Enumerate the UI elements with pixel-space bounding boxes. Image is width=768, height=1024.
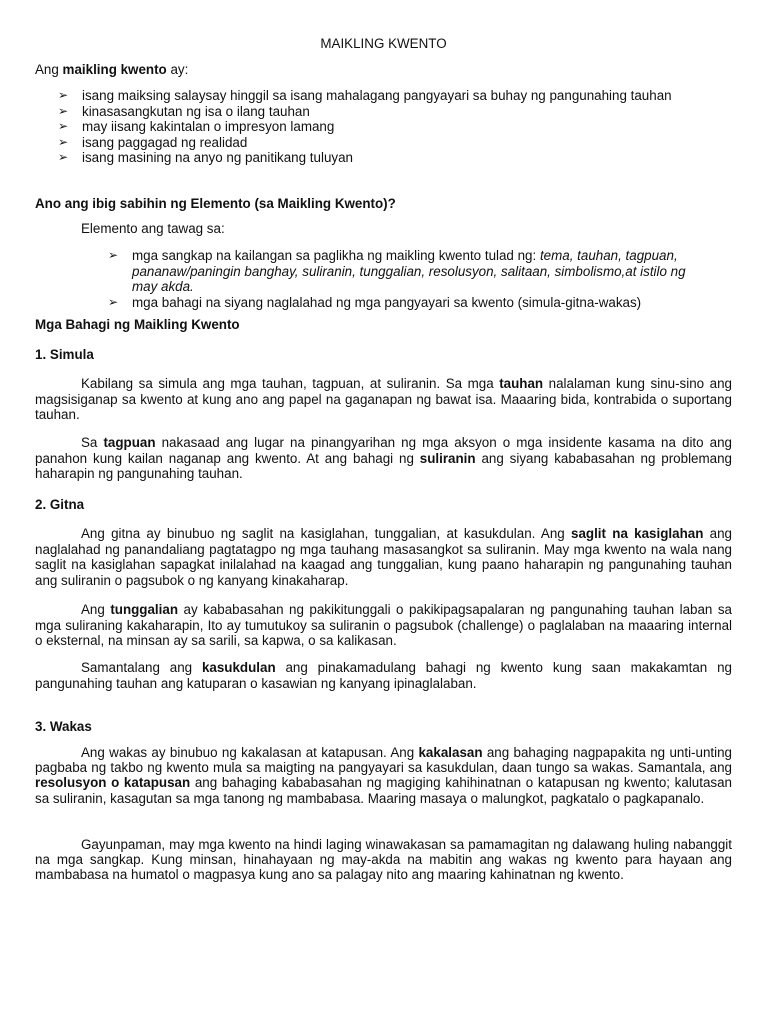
simula-paragraph-2 bbox=[35, 435, 732, 482]
elemento-bullet-list bbox=[108, 248, 708, 310]
list-item: ➢ isang masining na anyo ng panitikang tuluyan bbox=[58, 150, 718, 166]
text-run: ang pinakamadulang bahagi ng kwento kung saan makakamtan ng pangunahing tauhan ang katuparan o kasawian ng kanyang ipinaglalaban. bbox=[35, 660, 732, 691]
gitna-heading-text: 2. Gitna bbox=[35, 497, 85, 512]
text-run: ay kababasahan ng pakikitunggali o pakikipagsapalaran ng pangunahing tauhan laban sa mga suliraning kakaharapin, Ito ay tumutukoy sa suliranin o pagsubok (challenge) o paglalaban na maaaring internal o eksternal, na minsan ay sa sarili, sa kapwa, o sa kalikasan. bbox=[35, 602, 732, 648]
list-item: ➢ kinasasangkutan ng isa o ilang tauhan bbox=[58, 104, 718, 120]
list-item: ➢ isang paggagad ng realidad bbox=[58, 135, 718, 151]
elemento-lead: Elemento ang tawag sa: bbox=[81, 221, 225, 236]
term-kasukdulan: kasukdulan bbox=[201, 660, 276, 675]
text-run: Samantalang ang bbox=[81, 660, 202, 675]
text-run: nalalaman kung sinu-sino ang magsisiganap sa kwento at kung ano ang papel na gaganapan ng bawat isa. Maaaring bida, kontrabida o suportang tauhan. bbox=[35, 376, 732, 422]
wakas-paragraph-1 bbox=[35, 745, 732, 806]
list-item bbox=[108, 248, 708, 295]
page-title: MAIKLING KWENTO bbox=[320, 36, 447, 51]
text-run: ang naglalahad ng panandaliang pagtatagpo ng mga tauhang masasangkot sa suliranin. May mga kwento na wala nang saglit na kasiglahan sapagkat inilalahad na kaagad ang tunggalian, kung paano haharapin ng pangunahing tauhan ang suliranin o pagsubok o ng kanyang kinakaharap. bbox=[35, 526, 733, 588]
term-tauhan: tauhan bbox=[499, 376, 544, 391]
elemento-heading-text: Ano ang ibig sabihin ng Elemento (sa Maikling Kwento)? bbox=[35, 196, 396, 211]
term-saglit-na-kasiglahan: saglit na kasiglahan bbox=[571, 526, 704, 541]
wakas-heading bbox=[35, 719, 732, 735]
intro-term: maikling kwento bbox=[62, 62, 167, 77]
term-resolusyon: resolusyon o katapusan bbox=[35, 775, 191, 791]
intro-line bbox=[35, 62, 732, 78]
gitna-paragraph-2 bbox=[35, 602, 732, 649]
list-item: ➢ mga bahagi na siyang naglalahad ng mga pangyayari sa kwento (simula-gitna-wakas) bbox=[108, 295, 708, 311]
term-kakalasan: kakalasan bbox=[418, 745, 483, 760]
list-item: ➢ may iisang kakintalan o impresyon lamang bbox=[58, 119, 718, 135]
gitna-heading bbox=[35, 497, 732, 513]
bahagi-heading bbox=[35, 317, 732, 333]
wakas-paragraph-2: Gayunpaman, may mga kwento na hindi laging winawakasan sa pamamagitan ng dalawang huling nabanggit na mga sangkap. Kung minsan, hinahayaan ng may-akda na mabitin ang wakas ng kwento para hayaan ang mambabasa na humatol o magpasya kung ano sa palagay nito ang maaring kahinatnan ng kwento. bbox=[35, 837, 732, 883]
elemento-heading bbox=[35, 196, 732, 212]
simula-paragraph-1 bbox=[35, 376, 732, 423]
list-item: ➢ isang maiksing salaysay hinggil sa isang mahalagang pangyayari sa buhay ng pangunahing tauhan bbox=[58, 88, 718, 104]
wakas-heading-text: 3. Wakas bbox=[35, 719, 92, 734]
gitna-paragraph-1 bbox=[35, 526, 732, 588]
elemento-bullet-1-text: mga sangkap na kailangan sa paglikha ng maikling kwento tulad ng: bbox=[132, 248, 540, 263]
term-tagpuan: tagpuan bbox=[103, 435, 156, 450]
text-run: Sa bbox=[81, 435, 104, 450]
text-run: ang bahaging nagpapakita ng unti-unting pagbaba ng takbo ng kwento mula sa maigting na pangyayari sa kasukdulan, daan tungo sa wakas. Samantala, ang bbox=[35, 745, 732, 776]
simula-heading bbox=[35, 347, 732, 363]
text-run: Kabilang sa simula ang mga tauhan, tagpuan, at suliranin. Sa mga bbox=[81, 376, 500, 391]
intro-pre: Ang bbox=[35, 62, 63, 77]
text-run: ang bahaging kababasahan ng magiging kahihinatnan o katapusan ng kwento; kalutasan sa suliranin, kasagutan sa mga tanong ng mambabasa. Maaring masaya o malungkot, pagkatalo o pagkapanalo. bbox=[35, 775, 733, 806]
elemento-bullet-1-italic: tema, tauhan, tagpuan, pananaw/paningin banghay, suliranin, tunggalian, resolusyon, salitaan, simbolismo,at istilo ng may akda. bbox=[132, 248, 686, 294]
text-run: Ang bbox=[81, 602, 111, 617]
intro-bullet-list bbox=[58, 88, 718, 166]
text-run: Ang wakas ay binubuo ng kakalasan at katapusan. Ang bbox=[81, 745, 419, 760]
simula-heading-text: 1. Simula bbox=[35, 347, 94, 362]
text-run: ang siyang kababasahan ng problemang haharapin ng pangunahing tauhan. bbox=[35, 450, 732, 481]
term-suliranin: suliranin bbox=[419, 450, 476, 466]
term-tunggalian: tunggalian bbox=[110, 602, 179, 617]
gitna-paragraph-3 bbox=[35, 660, 732, 691]
text-run: nakasaad ang lugar na pinangyarihan ng mga aksyon o mga insidente kasama na dito ang panahon kung kailan naganap ang kwento. At ang bahagi ng bbox=[35, 435, 732, 466]
text-run: Ang gitna ay binubuo ng saglit na kasiglahan, tunggalian, at kasukdulan. Ang bbox=[81, 526, 572, 541]
bahagi-heading-text: Mga Bahagi ng Maikling Kwento bbox=[35, 317, 240, 332]
intro-post: ay: bbox=[166, 62, 189, 77]
